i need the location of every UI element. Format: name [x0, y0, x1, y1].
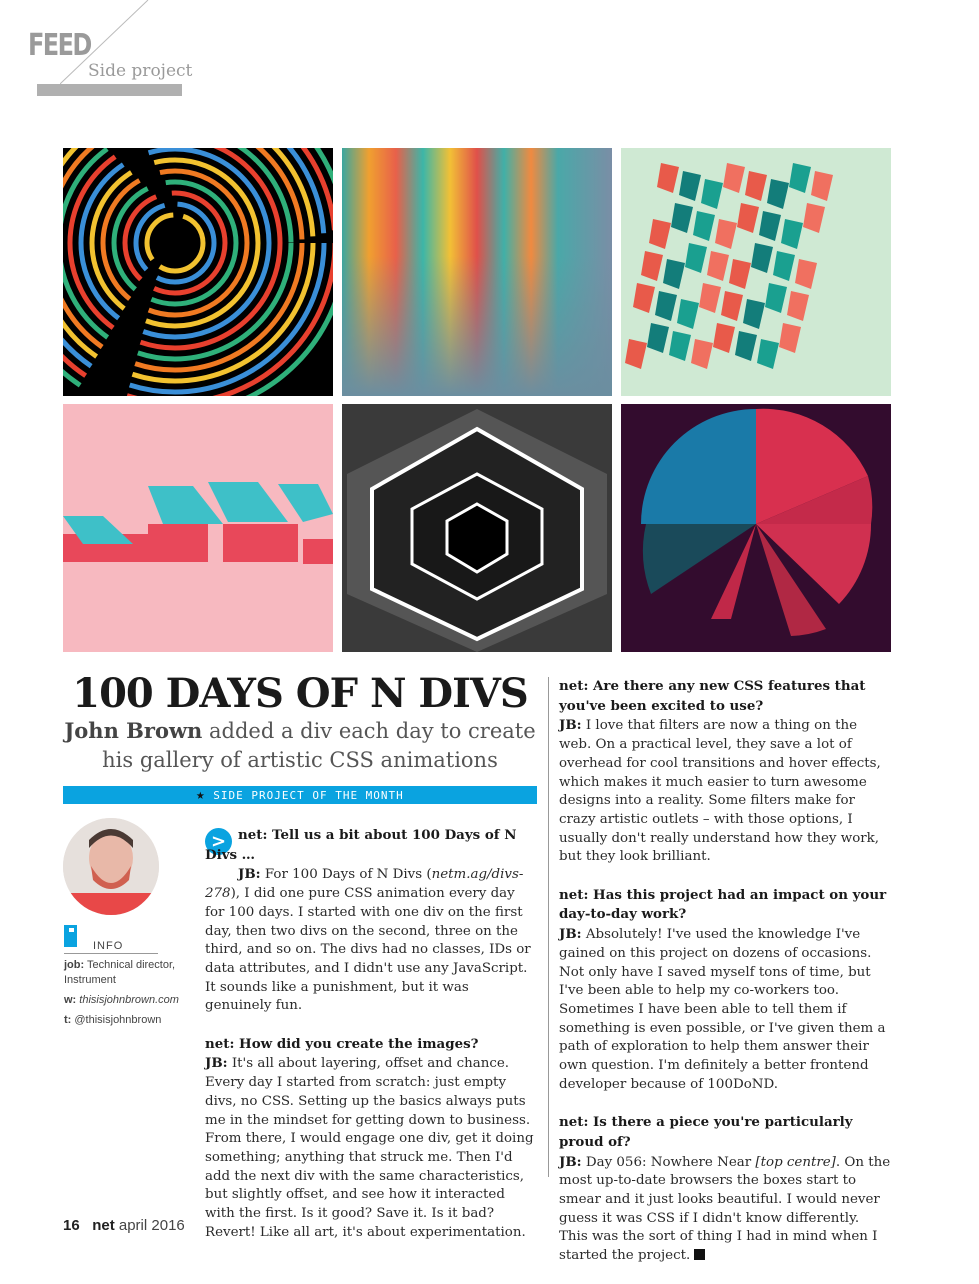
feather-shape — [773, 251, 795, 281]
feather-shape — [655, 291, 677, 321]
gallery-image-feathers — [621, 148, 891, 396]
feather-shape — [679, 171, 701, 201]
feather-shape — [751, 243, 773, 273]
feather-shape — [757, 339, 779, 369]
feather-shape — [691, 339, 713, 369]
qa-2: net: How did you create the images? JB: It's all about layering, offset and chance. Every day I started from scratch: just empty divs, no CSS. Setting up the basics always puts me in the mindset for getting down to business. From there, I would engage one div, get it doing something; anything that struck me. Then I'd add the next div with the same characteristics, but slightly offset, and see how it interacted with the first. Is it good? Save it. Is it bad? Revert! Like all art, it's about experimentation. — [205, 1035, 534, 1240]
feather-shape — [693, 211, 715, 241]
feather-shape — [657, 163, 679, 193]
feather-shape — [715, 219, 737, 249]
feather-shape — [735, 331, 757, 361]
info-divider — [64, 953, 158, 954]
ring — [125, 193, 225, 293]
feather-shape — [803, 203, 825, 233]
feather-shape — [671, 203, 693, 233]
feather-shape — [699, 283, 721, 313]
feather-shape — [707, 251, 729, 281]
column-middle — [205, 826, 535, 1261]
feather-shape — [647, 323, 669, 353]
feather-shape — [781, 219, 803, 249]
feather-shape — [713, 323, 735, 353]
qa-4: net: Has this project had an impact on your day-to-day work? JB: Absolutely! I've used the knowledge I've gained on this project on dozens of occasions. Not only have I saved myself tons of time, but I've been able to help my co-workers too. Sometimes I have been able to tell them if something is even possible, or I've given them a path of exploration to help them answer their own question. I'm definitely a better frontend developer because of 100DoND. — [559, 886, 887, 1092]
ring — [147, 215, 203, 271]
side-project-banner — [63, 786, 537, 804]
feather-shape — [765, 283, 787, 313]
info-icon — [64, 925, 77, 947]
subsection-label: Side project — [88, 61, 193, 81]
feather-shape — [723, 163, 745, 193]
info-twitter[interactable]: t: @thisisjohnbrown — [64, 1014, 162, 1026]
column-divider — [548, 677, 549, 1177]
article-subtitle — [63, 716, 537, 775]
feather-shape — [677, 299, 699, 329]
ring — [114, 182, 236, 304]
author-photo — [63, 818, 159, 915]
feather-shape — [759, 211, 781, 241]
info-job: job: Technical director, Instrument — [64, 959, 176, 986]
star-icon: ★ — [196, 787, 206, 803]
ring — [92, 160, 258, 326]
feather-shape — [743, 299, 765, 329]
feather-shape — [625, 339, 647, 369]
gallery-image-rings — [63, 148, 333, 396]
qa-5: net: Is there a piece you're particularly proud of? JB: Day 056: Nowhere Near [top centre]. On the most up-to-date browsers the boxes start to smear and it just looks beautiful. I would never guess it was CSS if I didn't know differently. This was the sort of thing I had in mind when I started the project. — [559, 1114, 891, 1264]
feather-shape — [779, 323, 801, 353]
gallery-image-pie — [621, 404, 891, 652]
banner-label: SIDE PROJECT OF THE MONTH — [213, 789, 404, 802]
end-mark-icon — [694, 1249, 705, 1260]
footer-issue: april 2016 — [118, 1217, 185, 1234]
info-website[interactable]: w: thisisjohnbrown.com — [64, 994, 179, 1006]
feather-shape — [729, 259, 751, 289]
feather-shape — [787, 291, 809, 321]
column-right — [559, 677, 891, 1284]
feather-shape — [737, 203, 759, 233]
qa-1: net: Tell us a bit about 100 Days of N Divs … JB: For 100 Days of N Divs (netm.ag/divs-278), I did one pure CSS animation every day for 100 days. I started with one div on the first day, then two divs on the second, three on the third, and so on. The divs had no classes, IDs or data attributes, and I didn't use any JavaScript. It sounds like a punishment, but it was genuinely fun. — [205, 827, 531, 1014]
feather-shape — [701, 179, 723, 209]
feather-shape — [669, 331, 691, 361]
page-footer — [63, 1217, 185, 1234]
article-title: 100 DAYS OF N DIVS — [72, 670, 528, 717]
feather-shape — [663, 259, 685, 289]
feather-shape — [649, 219, 671, 249]
qa-3: net: Are there any new CSS features that you've been excited to use? JB: I love that filters are now a thing on the web. On a practical level, they save a lot of overhead for cool transitions and hover effects, which makes it much easier to turn awesome designs into a reality. Some filters make for crazy artistic outlets – with those options, I usually don't really understand how they work, but they look brilliant. — [559, 678, 881, 865]
gallery-image-smear — [342, 148, 612, 396]
subtitle-text: added a div each day to create his gallery of artistic CSS animations — [102, 719, 536, 772]
feather-shape — [745, 171, 767, 201]
page-number: 16 — [63, 1217, 80, 1234]
feather-shape — [721, 291, 743, 321]
subtitle-name: John Brown — [64, 718, 203, 743]
feather-shape — [633, 283, 655, 313]
info-heading: INFO — [93, 940, 124, 952]
feather-shape — [789, 163, 811, 193]
ring — [81, 149, 269, 337]
feather-shape — [685, 243, 707, 273]
feather-shape — [641, 251, 663, 281]
feather-shape — [795, 259, 817, 289]
section-label: FEED — [28, 28, 91, 63]
chevron-right-icon: > — [205, 828, 232, 855]
feather-shape — [811, 171, 833, 201]
gallery-image-blocks — [63, 404, 333, 652]
gallery-image-hexagons — [342, 404, 612, 652]
feather-shape — [767, 179, 789, 209]
header-bar — [37, 84, 182, 96]
footer-brand: net — [92, 1217, 115, 1234]
